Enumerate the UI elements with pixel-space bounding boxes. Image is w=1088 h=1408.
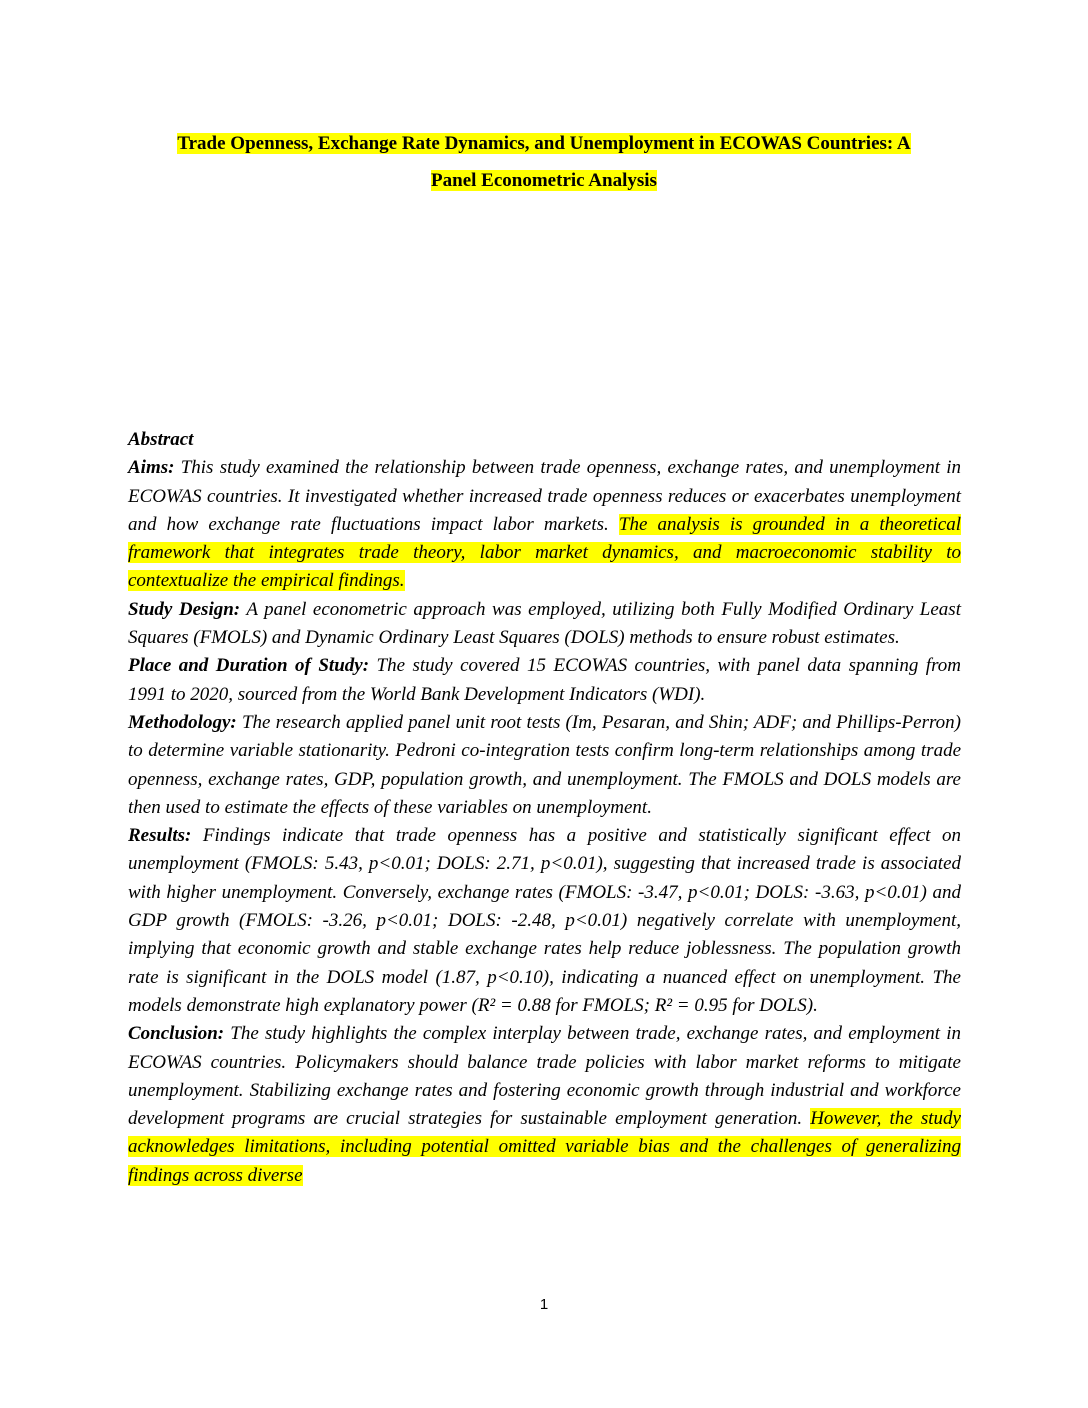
results-label: Results: [128,825,192,847]
study-design-label: Study Design: [128,598,241,620]
place-duration-label: Place and Duration of Study: [128,655,370,677]
methodology-label: Methodology: [128,711,237,733]
paper-title [110,125,978,199]
results-text: Findings indicate that trade openness has a positive and statistically significant effect on unemployment (FMOLS: 5.43, p<0.01; DOLS: 2.71, p<0.01), suggesting that increased trade is associated with higher unemployment. Conversely, exchange rates (FMOLS: -3.47, p<0.01; DOLS: -3.63, p<0.01) and GDP growth (FMOLS: -3.26, p<0.01; DOLS: -2.48, p<0.01) negatively correlate with unemployment, implying that economic growth and stable exchange rates help reduce joblessness. The population growth rate is significant in the DOLS model (1.87, p<0.10), indicating a nuanced effect on unemployment. The models demonstrate high explanatory power (R² = 0.88 for FMOLS; R² = 0.95 for DOLS). [128,825,961,1016]
title-line-2: Panel Econometric Analysis [431,170,657,191]
page-number: 1 [539,1296,549,1313]
conclusion-text: The study highlights the complex interplay between trade, exchange rates, and employment in ECOWAS countries. Policymakers should balance trade policies with labor market reforms to mitigate unemployment. Stabilizing exchange rates and fostering economic growth through industrial and workforce development programs are crucial strategies for sustainable employment generation. [128,1023,961,1130]
place-duration-text: The study covered 15 ECOWAS countries, with panel data spanning from 1991 to 2020, sourced from the World Bank Development Indicators (WDI). [128,655,961,705]
title-line-1: Trade Openness, Exchange Rate Dynamics, and Unemployment in ECOWAS Countries: A [177,133,911,154]
abstract-section [128,426,961,1190]
conclusion-label: Conclusion: [128,1023,225,1045]
study-design-paragraph [128,596,961,653]
aims-highlighted-text: The analysis is grounded in a theoretical framework that integrates trade theory, labor market dynamics, and macroeconomic stability to contextualize the empirical findings. [128,513,961,592]
abstract-heading: Abstract [128,429,194,450]
aims-paragraph [128,454,961,595]
conclusion-highlighted-text: However, the study acknowledges limitations, including potential omitted variable bias and the challenges of generalizing findings across diverse [128,1108,961,1186]
aims-label: Aims: [128,457,175,479]
conclusion-paragraph [128,1020,961,1190]
place-duration-paragraph [128,652,961,709]
aims-text: This study examined the relationship between trade openness, exchange rates, and unemployment in ECOWAS countries. It investigated whether increased trade openness reduces or exacerbates unemployment and how exchange rate fluctuations impact labor markets. [128,457,961,535]
results-paragraph [128,822,961,1020]
methodology-text: The research applied panel unit root tests (Im, Pesaran, and Shin; ADF; and Phillips-Perron) to determine variable stationarity. Pedroni co-integration tests confirm long-term relationships among trade openness, exchange rates, GDP, population growth, and unemployment. The FMOLS and DOLS models are then used to estimate the effects of these variables on unemployment. [128,711,961,818]
study-design-text: A panel econometric approach was employed, utilizing both Fully Modified Ordinary Least Squares (FMOLS) and Dynamic Ordinary Least Squares (DOLS) methods to ensure robust estimates. [128,598,961,649]
methodology-paragraph [128,709,961,822]
